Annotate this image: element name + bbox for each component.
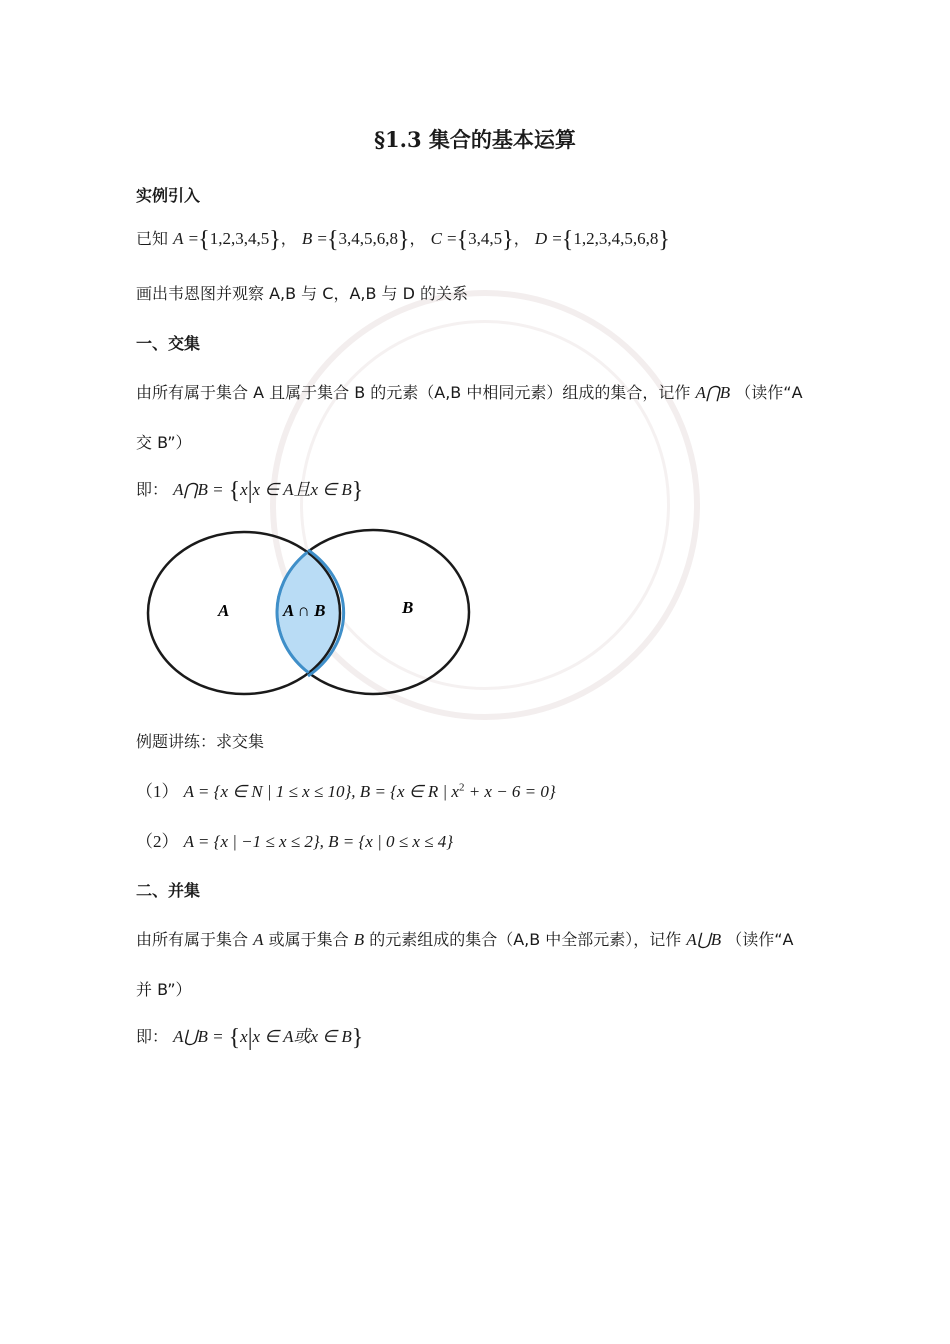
section-number: §1.3 xyxy=(374,127,422,152)
sep-2: ， xyxy=(409,229,426,248)
intersection-symbol: A⋂B xyxy=(695,383,731,402)
intersection-heading: 一、交集 xyxy=(136,334,201,353)
union-formula-close: } xyxy=(351,1025,364,1051)
union-formula-lhs: A⋃B = xyxy=(173,1027,224,1046)
venn-label-b: B xyxy=(402,598,414,617)
venn-label-a: A xyxy=(218,601,230,620)
set-d-eq: = xyxy=(552,229,562,248)
venn-label-a-intersect-b: A ∩ B xyxy=(283,601,326,620)
set-a-elements: 1,2,3,4,5 xyxy=(209,229,270,248)
set-b-eq: = xyxy=(317,229,327,248)
formula-condition: x ∈ A且x ∈ B xyxy=(252,480,352,499)
exercise-1-tail: + x − 6 = 0} xyxy=(464,782,556,801)
union-formula-bar: | xyxy=(247,1025,253,1051)
formula-label: 即： xyxy=(136,480,169,499)
union-formula-var: x xyxy=(240,1027,248,1046)
union-heading: 二、并集 xyxy=(136,881,201,900)
intersection-definition xyxy=(136,380,803,403)
title-text: 集合的基本运算 xyxy=(428,128,576,152)
set-c-name: C xyxy=(430,229,442,248)
set-d-close: } xyxy=(658,227,670,253)
sep-1: ， xyxy=(280,229,297,248)
union-formula xyxy=(136,1022,363,1052)
set-a-name: A xyxy=(173,229,184,248)
union-def-text-a: 由所有属于集合 xyxy=(136,930,249,949)
exercise-1-number: （1） xyxy=(136,782,179,801)
intro-instruction: 画出韦恩图并观察 A,B 与 C，A,B 与 D 的关系 xyxy=(136,284,469,303)
exercise-1-text: A = {x ∈ N | 1 ≤ x ≤ 10}, B = {x ∈ R | x xyxy=(183,782,459,801)
union-formula-open: { xyxy=(228,1025,241,1051)
exercise-2-text: A = {x | −1 ≤ x ≤ 2}, B = {x | 0 ≤ x ≤ 4} xyxy=(183,832,454,851)
intersection-read-as: （读作“A xyxy=(735,383,803,402)
union-read-as-end: 并 B”） xyxy=(136,980,192,999)
exercise-1 xyxy=(136,777,556,802)
union-formula-label: 即： xyxy=(136,1027,169,1046)
union-def-set-a: A xyxy=(253,930,264,949)
set-a-close: } xyxy=(269,227,281,253)
set-c-open: { xyxy=(456,227,469,253)
given-sets-line xyxy=(136,226,670,254)
formula-bar: | xyxy=(247,478,253,504)
union-definition xyxy=(136,927,793,950)
formula-var: x xyxy=(240,480,248,499)
set-d-name: D xyxy=(534,229,548,248)
set-a-eq: = xyxy=(188,229,199,248)
formula-open: { xyxy=(228,478,241,504)
intro-heading: 实例引入 xyxy=(136,186,201,205)
venn-diagram-intersection xyxy=(144,528,484,704)
set-b-name: B xyxy=(301,229,313,248)
set-c-elements: 3,4,5 xyxy=(468,229,503,248)
exercise-2-number: （2） xyxy=(136,832,179,851)
formula-close: } xyxy=(351,478,364,504)
union-read-as: （读作“A xyxy=(726,930,794,949)
set-a-open: { xyxy=(198,227,210,253)
union-def-text-b: 或属于集合 xyxy=(268,930,349,949)
set-b-close: } xyxy=(397,227,410,253)
union-def-text-c: 的元素组成的集合（A,B 中全部元素），记作 xyxy=(369,930,682,949)
exercise-heading: 例题讲练：求交集 xyxy=(136,732,265,751)
intersection-def-text: 由所有属于集合 A 且属于集合 B 的元素（A,B 中相同元素）组成的集合，记作 xyxy=(136,383,691,402)
set-c-eq: = xyxy=(447,229,457,248)
sep-3: ， xyxy=(513,229,530,248)
exercise-2 xyxy=(136,827,453,852)
exercise-1-exponent: 2 xyxy=(458,781,465,794)
set-d-open: { xyxy=(561,227,574,253)
formula-lhs: A⋂B = xyxy=(173,480,224,499)
intersection-formula xyxy=(136,475,363,505)
set-b-open: { xyxy=(326,227,339,253)
set-b-elements: 3,4,5,6,8 xyxy=(338,229,398,248)
page-title xyxy=(0,124,950,154)
union-def-set-b: B xyxy=(353,930,365,949)
union-symbol: A⋃B xyxy=(686,930,722,949)
set-c-close: } xyxy=(502,227,514,253)
set-d-elements: 1,2,3,4,5,6,8 xyxy=(573,229,659,248)
union-formula-condition: x ∈ A或x ∈ B xyxy=(252,1027,352,1046)
intersection-read-as-end: 交 B”） xyxy=(136,433,192,452)
given-label: 已知 xyxy=(136,229,169,248)
